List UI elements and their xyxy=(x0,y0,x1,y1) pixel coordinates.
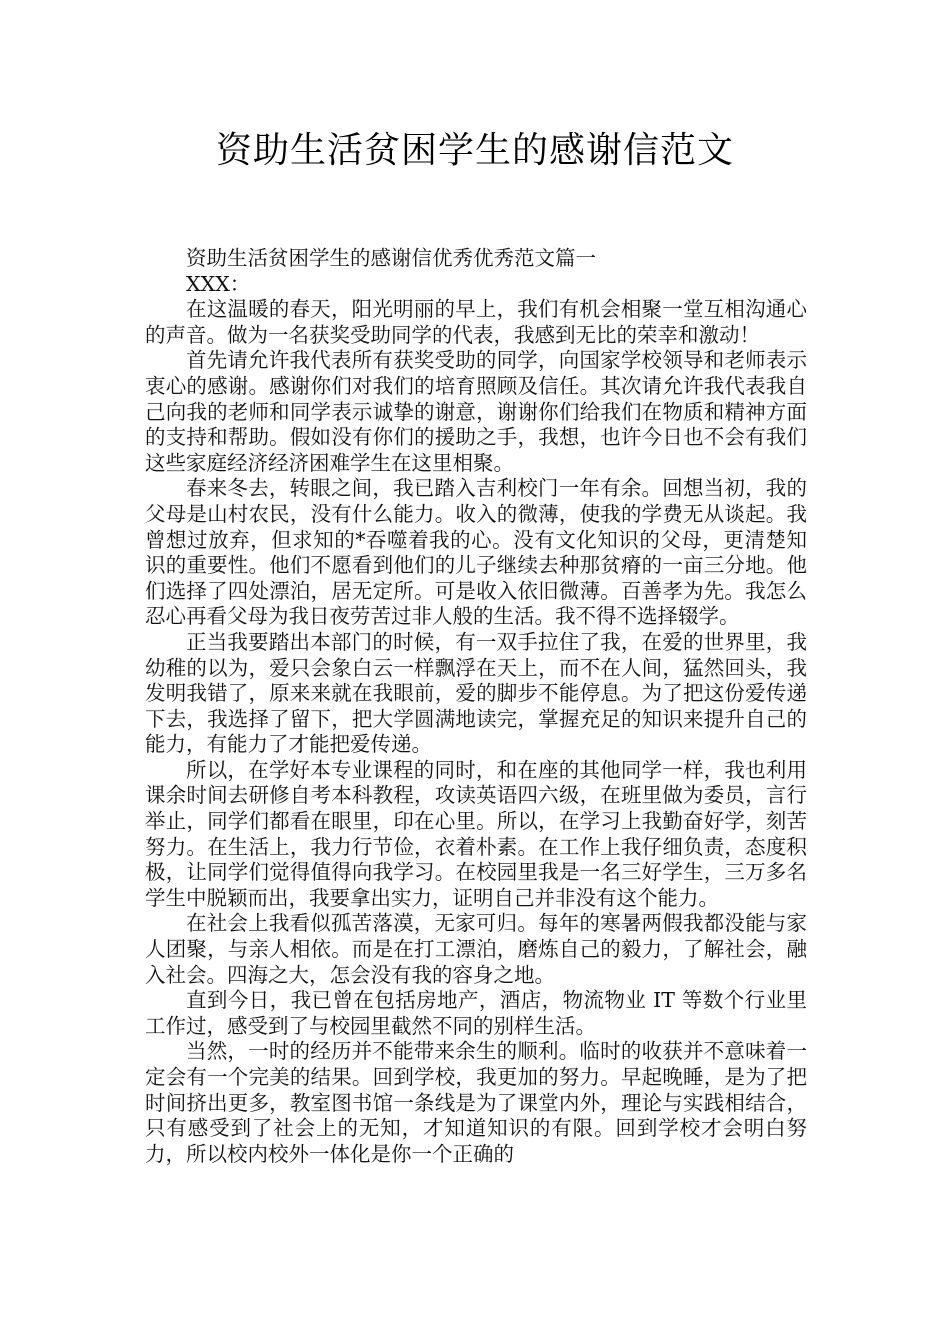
document-title: 资助生活贫困学生的感谢信范文 xyxy=(215,130,734,171)
paragraph: 直到今日，我已曾在包括房地产，酒店，物流物业 IT 等数个行业里工作过，感受到了与校园里截然不同的别样生活。 xyxy=(145,988,807,1038)
paragraph: 春来冬去，转眼之间，我已踏入吉利校门一年有余。回想当初，我的父母是山村农民，没有什么能力。收入的微薄，使我的学费无从谈起。我曾想过放弃，但求知的*吞噬着我的心。没有文化知识的父母，更清楚知识的重要性。他们不愿看到他们的儿子继续去种那贫瘠的一亩三分地。他们选择了四处漂泊，居无定所。可是收入依旧微薄。百善孝为先。我怎么忍心再看父母为我日夜劳苦过非人般的生活。我不得不选择辍学。 xyxy=(145,476,807,629)
paragraph: 首先请允许我代表所有获奖受助的同学，向国家学校领导和老师表示衷心的感谢。感谢你们对我们的培育照顾及信任。其次请允许我代表我自己向我的老师和同学表示诚挚的谢意，谢谢你们给我们在物质和精神方面的支持和帮助。假如没有你们的援助之手，我想，也许今日也不会有我们这些家庭经济经济困难学生在这里相聚。 xyxy=(145,348,807,475)
paragraph: 正当我要踏出本部门的时候，有一双手拉住了我，在爱的世界里，我幼稚的以为，爱只会象白云一样飘浮在天上，而不在人间，猛然回头，我发明我错了，原来来就在我眼前，爱的脚步不能停息。为了把这份爱传递下去，我选择了留下，把大学圆满地读完，掌握充足的知识来提升自己的能力，有能力了才能把爱传递。 xyxy=(145,629,807,757)
paragraph: 在这温暖的春天，阳光明丽的早上，我们有机会相聚一堂互相沟通心的声音。做为一名获奖受助同学的代表，我感到无比的荣幸和激动！ xyxy=(145,297,807,347)
paragraph: 所以，在学好本专业课程的同时，和在座的其他同学一样，我也利用课余时间去研修自考本科教程，攻读英语四六级，在班里做为委员，言行举止，同学们都看在眼里，印在心里。所以，在学习上我勤奋好学，刻苦努力。在生活上，我力行节俭，衣着朴素。在工作上我仔细负责，态度积极，让同学们觉得值得向我学习。在校园里我是一名三好学生，三万多名学生中脱颖而出，我要拿出实力，证明自己并非没有这个能力。 xyxy=(145,757,807,910)
paragraph: 当然，一时的经历并不能带来余生的顺利。临时的收获并不意味着一定会有一个完美的结果。回到学校，我更加的努力。早起晚睡，是为了把时间挤出更多，教室图书馆一条线是为了课堂内外，理论与实践相结合，只有感受到了社会上的无知，才知道知识的有限。回到学校才会明白努力，所以校内校外一体化是你一个正确的 xyxy=(145,1039,807,1166)
document-body xyxy=(145,246,807,1167)
paragraph: 在社会上我看似孤苦落漠，无家可归。每年的寒暑两假我都没能与家人团聚，与亲人相依。而是在打工漂泊，磨炼自己的毅力，了解社会，融入社会。四海之大，怎会没有我的容身之地。 xyxy=(145,911,807,987)
document-subtitle: 资助生活贫困学生的感谢信优秀优秀范文篇一 xyxy=(186,246,596,270)
salutation: XXX： xyxy=(186,271,251,296)
